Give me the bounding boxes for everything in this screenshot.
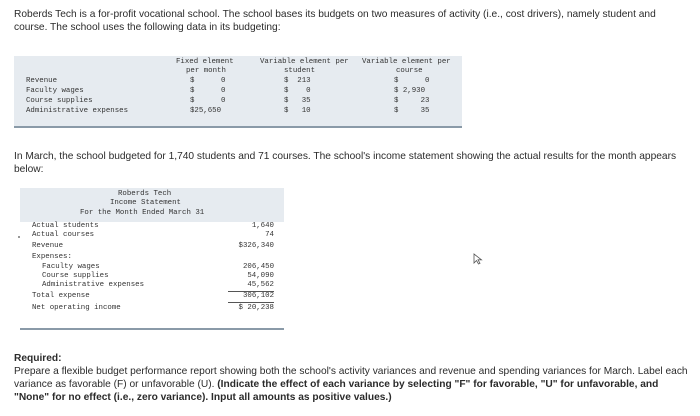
cell-supplies-fixed: $ 0	[190, 97, 226, 105]
row-label-admin-expenses: Administrative expenses	[26, 107, 129, 115]
row-label-faculty-wages: Faculty wages	[42, 263, 100, 271]
cell-revenue-course: $ 0	[394, 77, 430, 85]
row-label-actual-courses: Actual courses	[32, 231, 95, 239]
header-student-line2: student	[284, 67, 316, 75]
cell-revenue-fixed: $ 0	[190, 77, 226, 85]
row-label-expenses: Expenses:	[32, 253, 72, 261]
total-rule	[228, 302, 274, 303]
cell-revenue-student: $ 213	[284, 77, 311, 85]
budget-data-table	[14, 56, 462, 128]
value-net-operating-income: $ 20,238	[238, 304, 274, 312]
required-instructions: Prepare a flexible budget performance report showing both the school's activity variances and revenue and spending variances for March. Label each variance as favorable (F) or unfavorable (U).	[14, 366, 688, 390]
value-total-expense: 306,102	[242, 292, 274, 300]
row-label-admin-expenses: Administrative expenses	[42, 281, 145, 289]
value-actual-students: 1,640	[251, 222, 274, 230]
cell-faculty-student: $ 0	[284, 87, 311, 95]
statement-company: Roberds Tech	[118, 190, 172, 198]
value-revenue: $326,340	[238, 242, 274, 250]
required-text	[14, 365, 690, 404]
header-course-line2: course	[396, 67, 423, 75]
intro-paragraph: Roberds Tech is a for-profit vocational school. The school bases its budgets on two measures of activity (i.e., cost drivers), namely student and course. The school uses the following data in its budgeting:	[14, 9, 656, 33]
cell-faculty-fixed: $ 0	[190, 87, 226, 95]
required-note: (Indicate the effect of each variance by selecting "F" for favorable, "U" for unfavorable, and "None" for no effect (i.e., zero variance). Input all amounts as positive values.)	[14, 379, 659, 403]
cell-admin-fixed: $25,650	[190, 107, 222, 115]
row-label-revenue: Revenue	[32, 242, 64, 250]
value-admin-expenses: 45,562	[247, 281, 274, 289]
cell-supplies-course: $ 23	[394, 97, 430, 105]
statement-period: For the Month Ended March 31	[80, 209, 205, 217]
cell-admin-course: $ 35	[394, 107, 430, 115]
statement-bottom-bar	[20, 328, 284, 330]
header-fixed-line2: per month	[186, 67, 226, 75]
cell-admin-student: $ 10	[284, 107, 311, 115]
income-statement-header	[20, 188, 284, 222]
row-label-net-operating-income: Net operating income	[32, 304, 121, 312]
row-label-revenue: Revenue	[26, 77, 58, 85]
header-course-line1: Variable element per	[362, 58, 451, 66]
row-label-actual-students: Actual students	[32, 222, 99, 230]
value-course-supplies: 54,090	[247, 272, 274, 280]
header-student-line1: Variable element per	[260, 58, 349, 66]
header-fixed-line1: Fixed element	[176, 58, 234, 66]
value-actual-courses: 74	[265, 231, 274, 239]
row-label-course-supplies: Course supplies	[26, 97, 93, 105]
income-statement	[20, 188, 284, 312]
value-faculty-wages: 206,450	[242, 263, 274, 271]
statement-title: Income Statement	[110, 199, 181, 207]
march-paragraph: In March, the school budgeted for 1,740 students and 71 courses. The school's income statement showing the actual results for the month appears below:	[14, 151, 677, 175]
row-label-total-expense: Total expense	[32, 292, 90, 300]
mouse-cursor-icon	[472, 252, 484, 264]
cell-faculty-course: $ 2,930	[394, 87, 426, 95]
row-label-course-supplies: Course supplies	[42, 272, 109, 280]
row-label-faculty-wages: Faculty wages	[26, 87, 84, 95]
required-heading: Required:	[14, 353, 62, 364]
cell-supplies-student: $ 35	[284, 97, 311, 105]
